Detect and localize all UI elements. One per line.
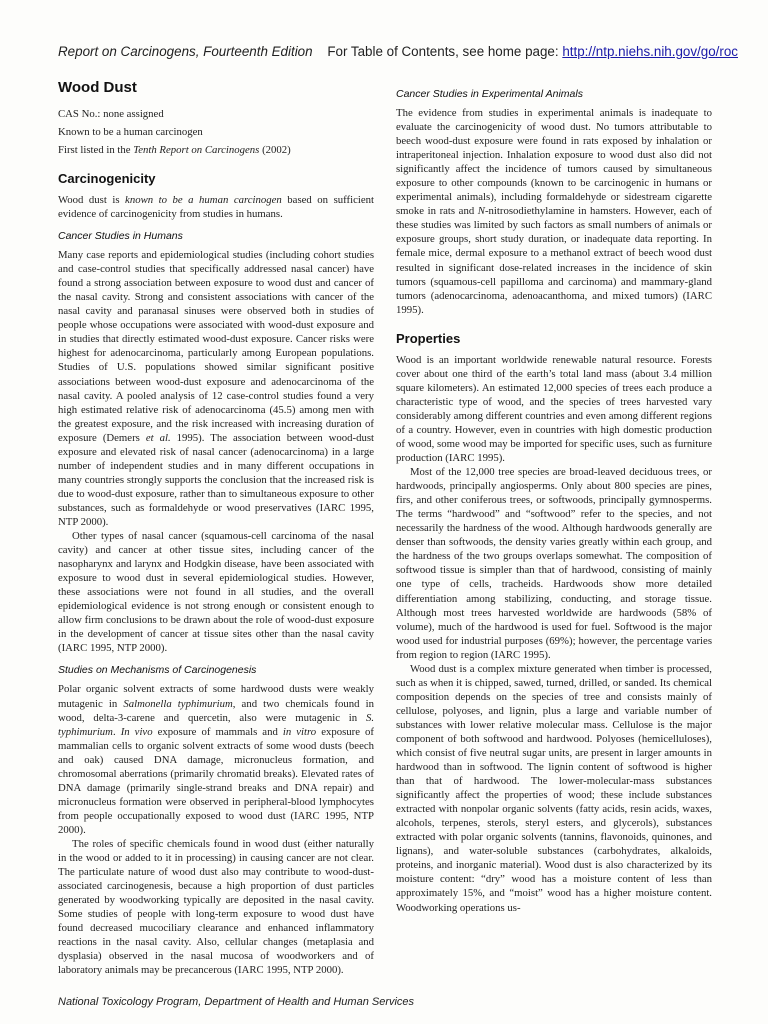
- home-page-link[interactable]: http://ntp.niehs.nih.gov/go/roc: [562, 44, 738, 59]
- humans-heading: Cancer Studies in Humans: [58, 230, 183, 243]
- carcinogenicity-heading: Carcinogenicity: [58, 171, 156, 186]
- carcinogenicity-intro: Wood dust is known to be a human carcinogen based on sufficient evidence of carcinogenicity from studies in humans.: [58, 194, 374, 221]
- properties-paragraph-1: Wood is an important worldwide renewable natural resource. Forests cover about one third of the earth’s total land mass (about 3.4 million square kilometers). An estimated 12,000 species of trees each produce a characteristic type of wood, and the species of trees harvested vary considerably among different countries and even among different regions of a country. However, even in countries with high domestic production of wood, some wood may be imported for specific uses, such as furniture production (IARC 1995).: [396, 353, 712, 465]
- page-header: [58, 44, 738, 64]
- page-footer: National Toxicology Program, Department of Health and Human Services: [58, 996, 415, 1008]
- animals-heading: Cancer Studies in Experimental Animals: [396, 88, 583, 100]
- document-title: Wood Dust: [58, 79, 137, 96]
- right-column: [396, 79, 712, 915]
- properties-paragraph-3: Wood dust is a complex mixture generated when timber is processed, such as when it is chipped, sawed, turned, drilled, or sanded. Its chemical composition depends on the species of tree and consists mainly of cellulose, polyoses, and lignin, plus a large and variable number of substances with lower relative molecular mass. Cellulose is the major component of both softwood and hardwood. Polyoses (hemicelluloses), which consist of five neutral sugar units, are present in larger amounts in hardwood than in softwood. The lignin content of softwood is higher than that of hardwood. The lower-molecular-mass substances significantly affect the properties of wood; these include substances extracted with nonpolar organic solvents (fatty acids, resin acids, waxes, alcohols, terpenes, sterols, steryl esters, and glycerols), substances extracted with polar organic solvents (tannins, flavonoids, quinones, and lignans), and water-soluble substances (carbohydrates, alkaloids, proteins, and inorganic material). Wood dust is also characterized by its moisture content: “dry” wood has a moisture content of less than approximately 15%, and “moist” wood has a higher moisture content. Woodworking operations us-: [396, 662, 712, 914]
- properties-heading: Properties: [396, 330, 461, 346]
- cas-number: CAS No.: none assigned: [58, 108, 164, 120]
- mechanisms-heading: Studies on Mechanisms of Carcinogenesis: [58, 664, 257, 677]
- toc-note: [327, 44, 738, 59]
- humans-paragraph-1: Many case reports and epidemiological studies (including cohort studies and case-control studies that specifically addressed nasal cancer) have found a strong association between exposure to wood dust and cancer of the nasal cavity. Strong and consistent associations with cancer of the nasal cavity and paranasal sinuses were observed both in studies of people whose occupations were associated with wood-dust exposure and in studies that directly estimated wood-dust exposure. Cancer risks were highest for adenocarcinoma, particularly among European populations. Studies of U.S. populations showed similar significant positive associations between wood-dust exposure and adenocarcinoma of the nasal cavity. A pooled analysis of 12 case-control studies found a very high estimated relative risk of adenocarcinoma (45.5) among men with the greatest exposure, and the risk increased with increasing duration of exposure (Demers et al. 1995). The association between wood-dust exposure and elevated risk of nasal cancer (adenocarcinoma) in a large number of independent studies and in many different occupations in many countries strongly supports the conclusion that the increased risk is due to wood-dust exposure, rather than to simultaneous exposure to other substances, such as formaldehyde or wood preservatives (IARC 1995, NTP 2000).: [58, 249, 374, 528]
- left-column: [58, 79, 374, 977]
- report-title: Report on Carcinogens, Fourteenth Edition: [58, 44, 313, 59]
- humans-paragraph-2: Other types of nasal cancer (squamous-cell carcinoma of the nasal cavity) and cancer at other tissue sites, including cancer of the nasopharynx and larynx and Hodgkin disease, have been associated with exposure to wood dust in several epidemiological studies. However, these associations were not found in all studies, and the overall epidemiological evidence is not strong enough or consistent enough to allow firm conclusions to be drawn about the role of wood-dust exposure in the development of cancer at tissue sites other than the nasal cavity (IARC 1995, NTP 2000).: [58, 530, 374, 655]
- first-listed: First listed in the Tenth Report on Carcinogens (2002): [58, 144, 291, 156]
- carcinogen-status: Known to be a human carcinogen: [58, 126, 203, 138]
- toc-text: For Table of Contents, see home page:: [327, 44, 563, 59]
- properties-paragraph-2: Most of the 12,000 tree species are broad-leaved deciduous trees, or hardwoods, principally angiosperms. Only about 800 species are pines, firs, and other coniferous trees, or softwoods, principally gymnosperms. The terms “hardwood” and “softwood” refer to the species, and not necessarily the hardness of the wood. Although hardwoods generally are denser than softwoods, the density varies greatly within each group, and the hardness of the two groups overlaps somewhat. The composition of softwood tissue is simpler than that of hardwood, consisting of mainly one type of cells, tracheids. Hardwoods show more detailed differentiation among stabilizing, conducting, and storage tissue. Although most trees harvested worldwide are hardwoods (58% of volume), much of the hardwood is used for fuel. Softwood is the major wood used for industrial purposes (69%); however, the percentage varies from region to region (IARC 1995).: [396, 466, 712, 661]
- mechanisms-paragraph-2: The roles of specific chemicals found in wood dust (either naturally in the wood or added to it in processing) in causing cancer are not clear. The particulate nature of wood dust also may contribute to wood-dust-associated carcinogenesis, because a high proportion of dust particles generated by woodworking typically are deposited in the nasal cavity. Some studies of people with long-term exposure to wood dust have found decreased mucociliary clearance and enhanced inflammatory reactions in the nasal cavity. Also, cellular changes (metaplasia and dysplasia) observed in the nasal mucosa of woodworkers and of laboratory animals may be precancerous (IARC 1995, NTP 2000).: [58, 837, 374, 977]
- mechanisms-paragraph-1: Polar organic solvent extracts of some hardwood dusts were weakly mutagenic in Salmonella typhimurium, and two chemicals found in wood, delta-3-carene and quercetin, also were mutagenic in S. typhimurium. In vivo exposure of mammals and in vitro exposure of mammalian cells to organic solvent extracts of some wood dusts (beech and oak) caused DNA damage, micronucleus formation, and chromosomal aberrations (primarily chromatid breaks). Elevated rates of DNA damage (primarily single-strand breaks and DNA repair) and micronucleus formation were observed in peripheral-blood lymphocytes from people occupationally exposed to wood dust (IARC 1995, NTP 2000).: [58, 683, 375, 836]
- animals-paragraph: The evidence from studies in experimental animals is inadequate to evaluate the carcinogenicity of wood dust. No tumors attributable to beech wood-dust exposure were found in rats exposed by inhalation or intraperitoneal injection. Inhalation exposure to wood dust also did not significantly affect the incidence of tumors caused by simultaneous exposure to other compounds (known to be carcinogenic in humans or experimental animals), including formaldehyde or sidestream cigarette smoke in rats and N-nitrosodiethylamine in hamsters. However, each of these studies was limited by such factors as small numbers of animals or exposure groups, short study duration, or inadequate data reporting. In female mice, dermal exposure to a methanol extract of beech wood dust resulted in significant dose-related increases in the incidence of skin tumors (squamous-cell papilloma and carcinoma) and mammary-gland tumors (adenocarcinoma, adenoacanthoma, and mixed tumors) (IARC 1995).: [396, 107, 712, 316]
